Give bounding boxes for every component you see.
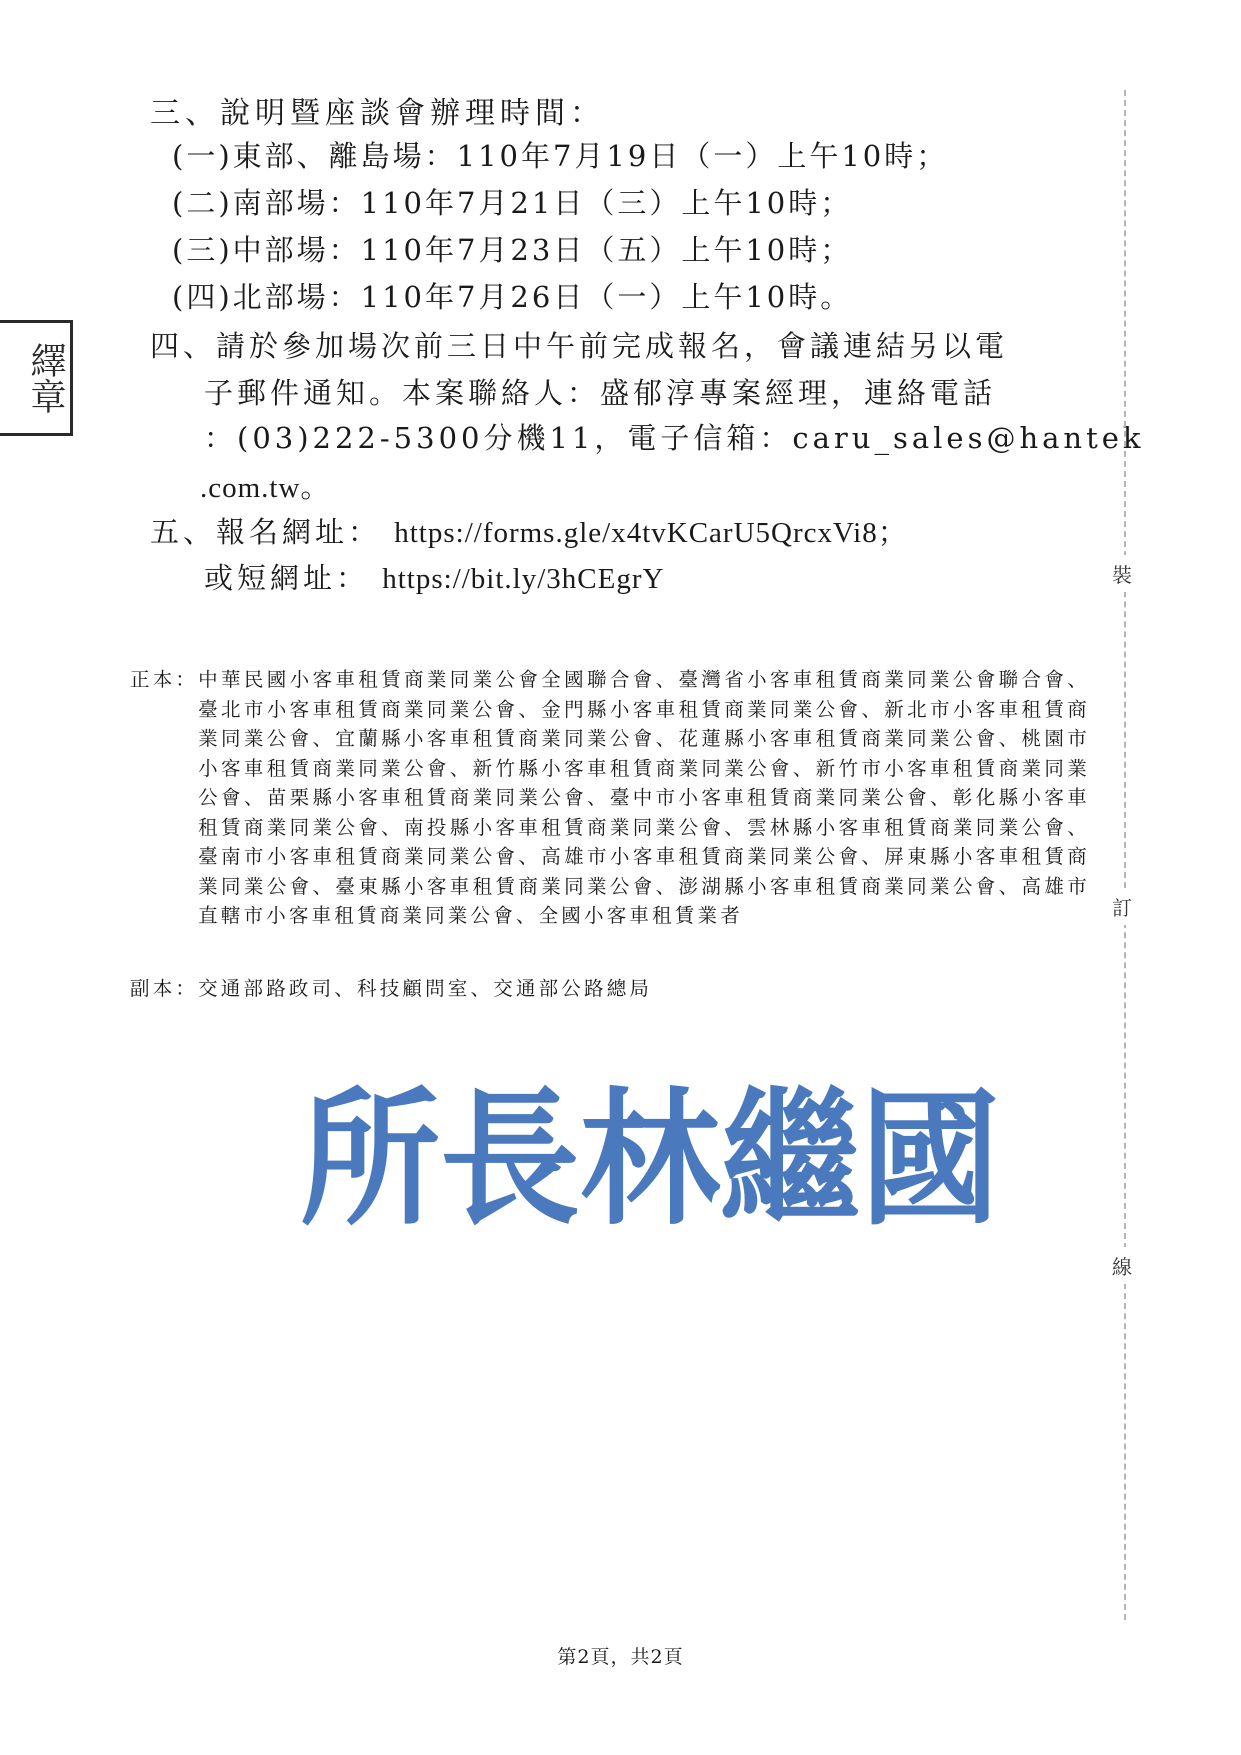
schedule-item-4: (四)北部場：110年7月26日（一）上午10時。 xyxy=(172,280,853,314)
distribution-main-label: 正本： xyxy=(130,668,199,691)
page-number: 第2頁，共2頁 xyxy=(557,1646,684,1668)
binding-mark-zhuang: 裝 xyxy=(1112,555,1132,592)
schedule-item-1: (一)東部、離島場：110年7月19日（一）上午10時； xyxy=(172,139,949,173)
section4-line-4: .com.tw。 xyxy=(200,472,331,504)
signature-char: 繼 xyxy=(720,1073,861,1247)
section5-line-2 xyxy=(204,556,664,597)
director-signature-stamp xyxy=(300,1070,1001,1250)
short-url-label: 或短網址： xyxy=(204,561,370,595)
section4-line-2: 子郵件通知。本案聯絡人：盛郁淳專案經理，連絡電話 xyxy=(204,376,997,410)
binding-dashed-line xyxy=(1124,90,1126,1620)
schedule-item-3: (三)中部場：110年7月23日（五）上午10時； xyxy=(172,233,853,267)
section4-line-3: ：(03)222-5300分機11，電子信箱：caru_sales@hantek xyxy=(204,421,1145,455)
distribution-cc-recipients: 交通部路政司、科技顧問室、交通部公路總局 xyxy=(198,977,653,1000)
corner-seal-stamp: 繹章 xyxy=(0,320,73,436)
signature-char: 林 xyxy=(580,1073,721,1247)
binding-mark-xian: 線 xyxy=(1112,1247,1132,1284)
signature-char: 國 xyxy=(860,1073,1001,1247)
section4-line-1: 四、請於參加場次前三日中午前完成報名，會議連結另以電 xyxy=(150,329,1009,363)
distribution-main xyxy=(130,665,1090,931)
distribution-cc xyxy=(130,974,1090,1004)
signup-url-label: 五、報名網址： xyxy=(150,515,382,549)
signature-char: 長 xyxy=(440,1073,581,1247)
binding-mark-ding: 訂 xyxy=(1112,888,1132,925)
distribution-main-recipients: 中華民國小客車租賃商業同業公會全國聯合會、臺灣省小客車租賃商業同業公會聯合會、臺北市小客車租賃商業同業公會、金門縣小客車租賃商業同業公會、新北市小客車租賃商業同業公會、宜蘭縣小客車租賃商業同業公會、花蓮縣小客車租賃商業同業公會、桃園市小客車租賃商業同業公會、新竹縣小客車租賃商業同業公會、新竹市小客車租賃商業同業公會、苗栗縣小客車租賃商業同業公會、臺中市小客車租賃商業同業公會、彰化縣小客車租賃商業同業公會、南投縣小客車租賃商業同業公會、雲林縣小客車租賃商業同業公會、臺南市小客車租賃商業同業公會、高雄市小客車租賃商業同業公會、屏東縣小客車租賃商業同業公會、臺東縣小客車租賃商業同業公會、澎湖縣小客車租賃商業同業公會、高雄市直轄市小客車租賃商業同業公會、全國小客車租賃業者 xyxy=(198,668,1090,927)
signature-char: 所 xyxy=(300,1073,441,1247)
section5-line-1 xyxy=(150,510,908,551)
section3-heading: 三、說明暨座談會辦理時間： xyxy=(150,96,605,131)
signup-url-link[interactable]: https://forms.gle/x4tvKCarU5QrcxVi8； xyxy=(394,517,908,549)
schedule-item-2: (二)南部場：110年7月21日（三）上午10時； xyxy=(172,186,853,220)
short-url-link[interactable]: https://bit.ly/3hCEgrY xyxy=(382,563,665,595)
distribution-cc-label: 副本： xyxy=(130,977,199,1000)
